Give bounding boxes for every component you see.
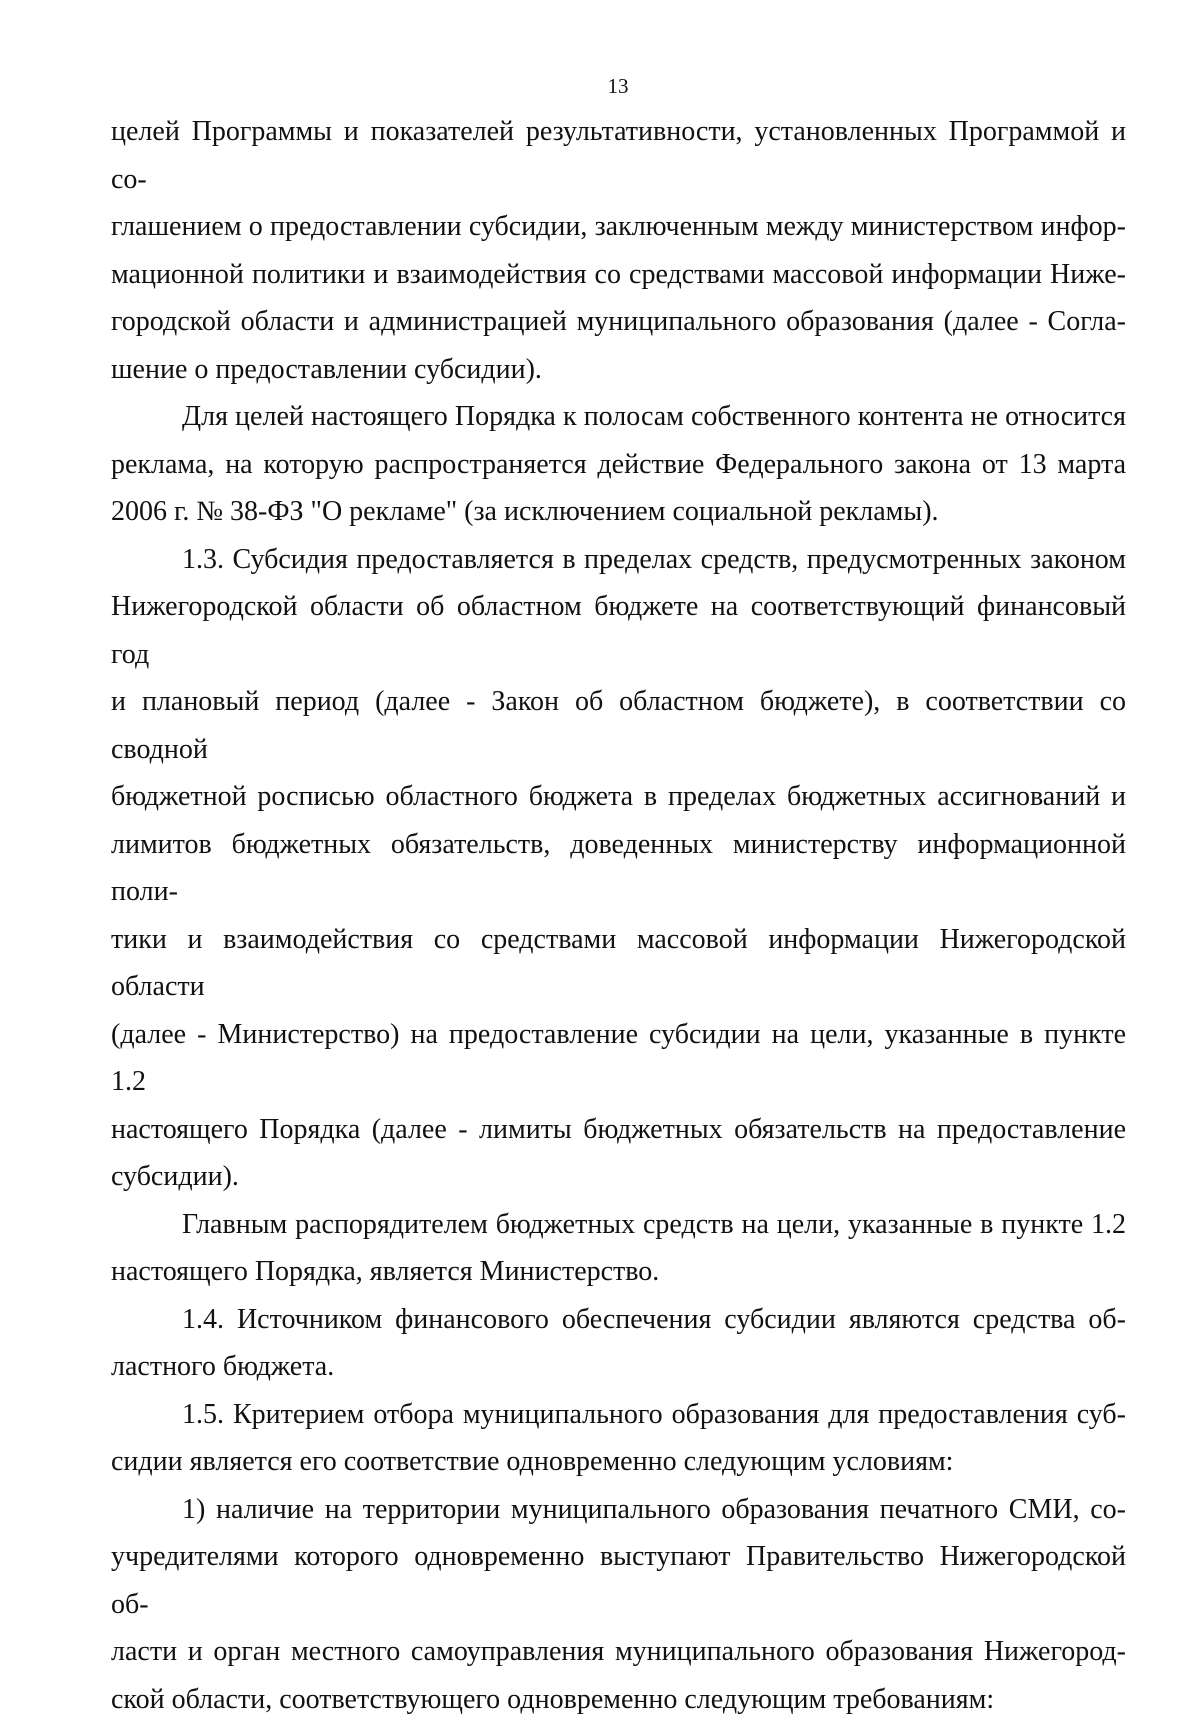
text-line: 2006 г. № 38-ФЗ "О рекламе" (за исключением социальной рекламы).	[111, 488, 1126, 536]
document-body	[111, 108, 1126, 1723]
text-line: Главным распорядителем бюджетных средств на цели, указанные в пункте 1.2	[111, 1201, 1126, 1249]
text-line: 1.3. Субсидия предоставляется в пределах средств, предусмотренных законом	[111, 536, 1126, 584]
text-line: бюджетной росписью областного бюджета в пределах бюджетных ассигнований и	[111, 773, 1126, 821]
text-line: учредителями которого одновременно выступают Правительство Нижегородской об-	[111, 1533, 1126, 1628]
text-line: ской области, соответствующего одновременно следующим требованиям:	[111, 1676, 1126, 1723]
page-number: 13	[0, 72, 1200, 100]
text-line: и плановый период (далее - Закон об областном бюджете), в соответствии со сводной	[111, 678, 1126, 773]
text-line: мационной политики и взаимодействия со средствами массовой информации Ниже-	[111, 251, 1126, 299]
text-line: настоящего Порядка (далее - лимиты бюджетных обязательств на предоставление	[111, 1106, 1126, 1154]
text-line: сидии является его соответствие одновременно следующим условиям:	[111, 1438, 1126, 1486]
text-line: субсидии).	[111, 1153, 1126, 1201]
text-line: реклама, на которую распространяется действие Федерального закона от 13 марта	[111, 441, 1126, 489]
text-line: ластного бюджета.	[111, 1343, 1126, 1391]
text-line: тики и взаимодействия со средствами массовой информации Нижегородской области	[111, 916, 1126, 1011]
text-line: 1.5. Критерием отбора муниципального образования для предоставления суб-	[111, 1391, 1126, 1439]
text-line: Нижегородской области об областном бюджете на соответствующий финансовый год	[111, 583, 1126, 678]
text-line: целей Программы и показателей результативности, установленных Программой и со-	[111, 108, 1126, 203]
text-line: 1) наличие на территории муниципального образования печатного СМИ, со-	[111, 1486, 1126, 1534]
text-line: настоящего Порядка, является Министерство.	[111, 1248, 1126, 1296]
text-line: (далее - Министерство) на предоставление субсидии на цели, указанные в пункте 1.2	[111, 1011, 1126, 1106]
text-line: шение о предоставлении субсидии).	[111, 346, 1126, 394]
text-line: Для целей настоящего Порядка к полосам собственного контента не относится	[111, 393, 1126, 441]
text-line: городской области и администрацией муниципального образования (далее - Согла-	[111, 298, 1126, 346]
text-line: глашением о предоставлении субсидии, заключенным между министерством инфор-	[111, 203, 1126, 251]
text-line: 1.4. Источником финансового обеспечения субсидии являются средства об-	[111, 1296, 1126, 1344]
text-line: ласти и орган местного самоуправления муниципального образования Нижегород-	[111, 1628, 1126, 1676]
text-line: лимитов бюджетных обязательств, доведенных министерству информационной поли-	[111, 821, 1126, 916]
